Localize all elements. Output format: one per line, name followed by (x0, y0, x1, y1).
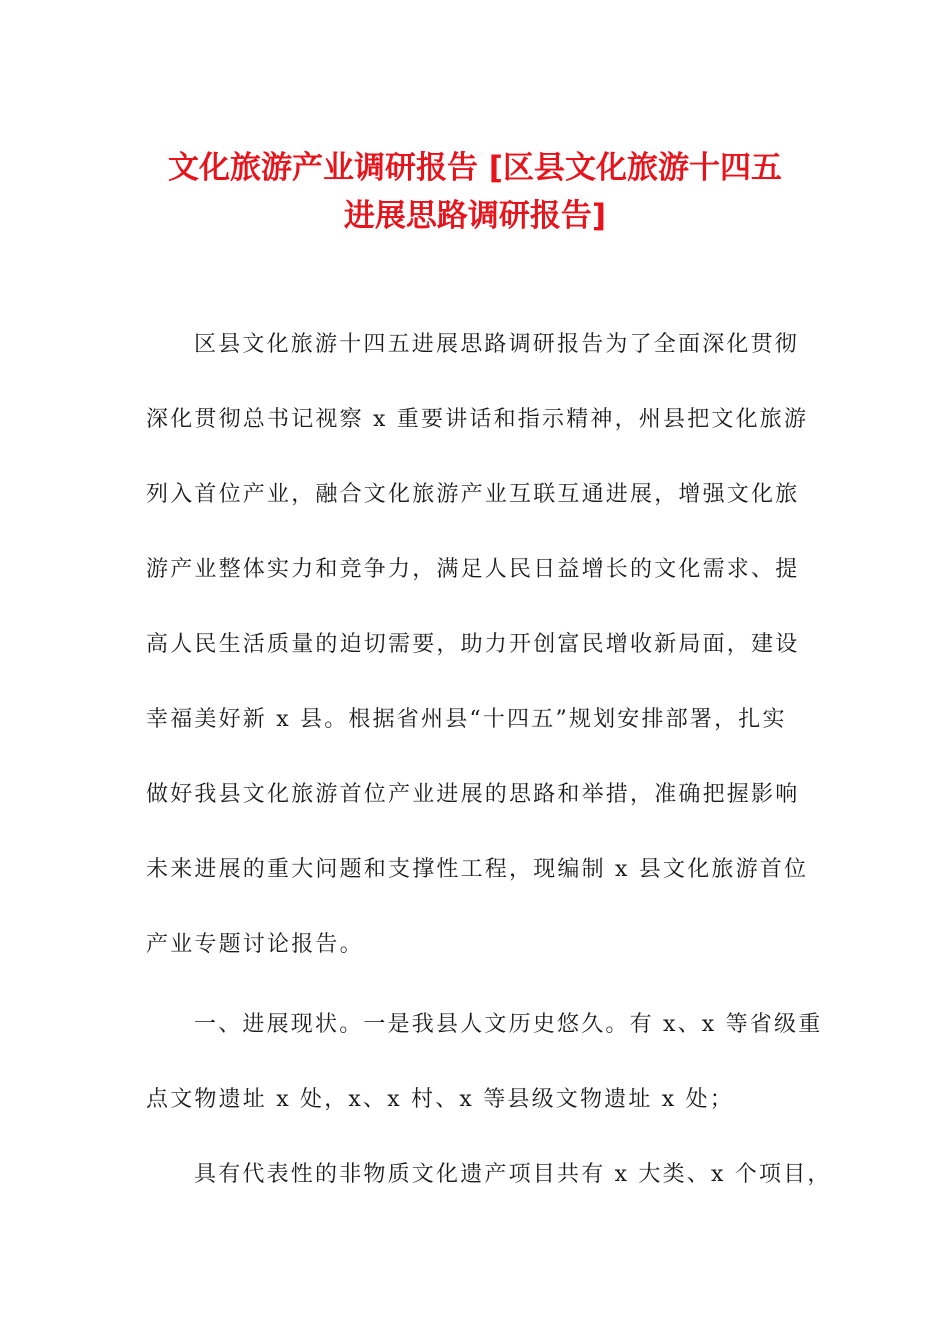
body-line: 点文物遗址 x 处，x、x 村、x 等县级文物遗址 x 处； (146, 1087, 734, 1112)
title-line-2: 进展思路调研报告] (343, 198, 607, 234)
title-line-1: 文化旅游产业调研报告 [区县文化旅游十四五 (168, 150, 782, 186)
body-line: 区县文化旅游十四五进展思路调研报告为了全面深化贯彻 (194, 332, 800, 357)
body-line: 游产业整体实力和竞争力，满足人民日益增长的文化需求、提 (146, 557, 800, 582)
body-line: 高人民生活质量的迫切需要，助力开创富民增收新局面，建设 (146, 632, 800, 657)
body-line: 列入首位产业，融合文化旅游产业互联互通进展，增强文化旅 (146, 482, 800, 507)
body-line: 具有代表性的非物质文化遗产项目共有 x 大类、x 个项目， (194, 1162, 832, 1187)
body-line: 一、进展现状。一是我县人文历史悠久。有 x、x 等省级重 (194, 1012, 823, 1037)
body-line: 产业专题讨论报告。 (146, 932, 364, 957)
body-line: 幸福美好新 x 县。根据省州县“十四五”规划安排部署，扎实 (146, 707, 787, 732)
body-line: 做好我县文化旅游首位产业进展的思路和举措，准确把握影响 (146, 782, 800, 807)
body-line: 未来进展的重大问题和支撑性工程，现编制 x 县文化旅游首位 (146, 857, 809, 882)
body-line: 深化贯彻总书记视察 x 重要讲话和指示精神，州县把文化旅游 (146, 407, 809, 432)
document-title (120, 144, 830, 240)
